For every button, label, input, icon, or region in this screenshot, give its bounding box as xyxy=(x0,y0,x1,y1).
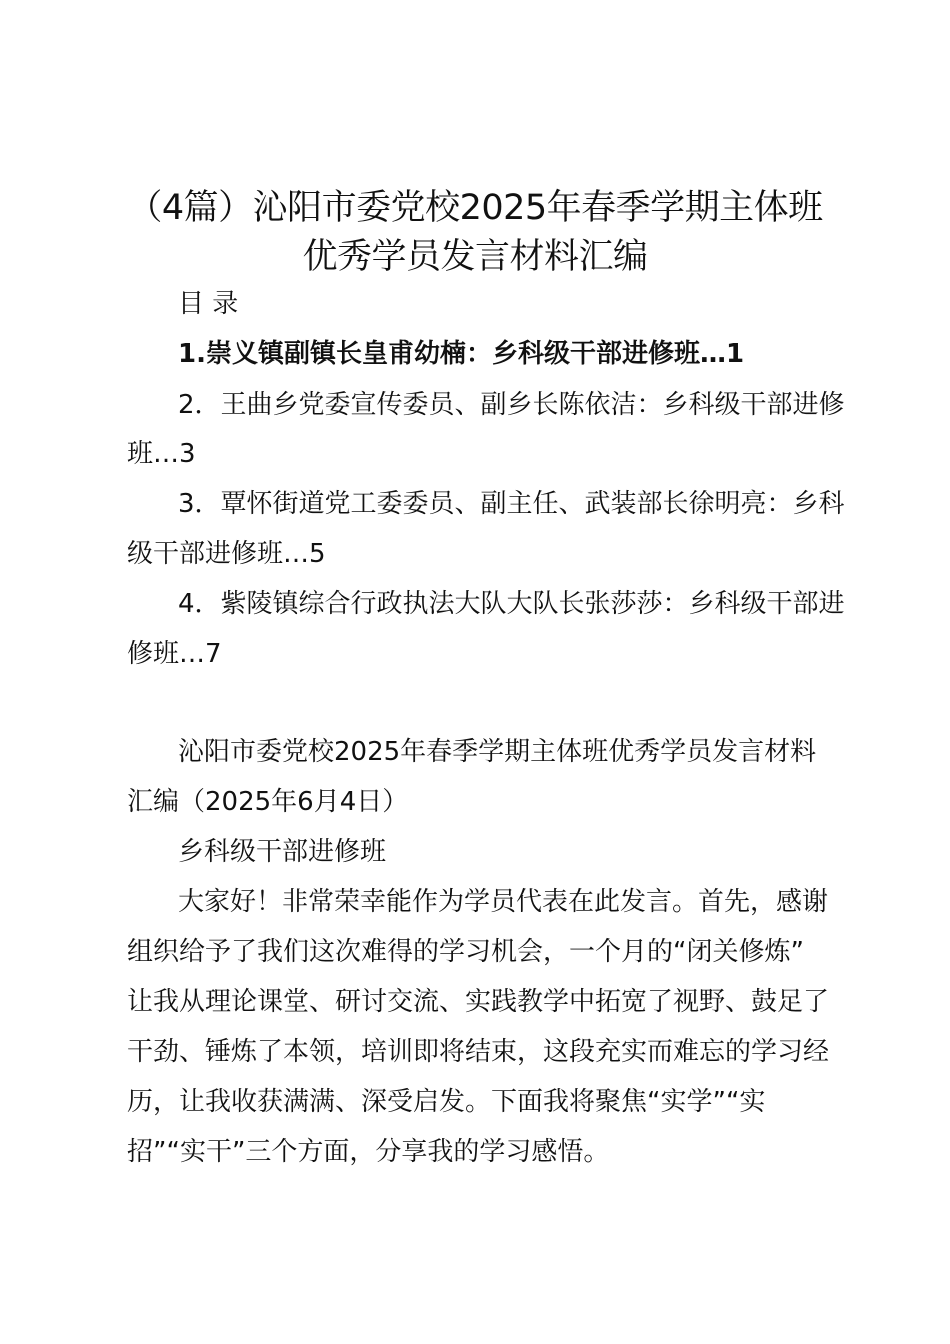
toc-item-3-line-1: 3．覃怀街道党工委委员、副主任、武装部长徐明亮：乡科 xyxy=(178,489,845,519)
paragraph-line: 大家好！非常荣幸能作为学员代表在此发言。首先，感谢 xyxy=(178,887,829,917)
toc-item-3-line-2: 级干部进修班…5 xyxy=(127,539,326,569)
toc-heading: 目 录 xyxy=(178,289,239,319)
body-subheading: 乡科级干部进修班 xyxy=(178,837,387,867)
paragraph-line: 让我从理论课堂、研讨交流、实践教学中拓宽了视野、鼓足了 xyxy=(127,987,830,1017)
toc-item-2-line-2: 班…3 xyxy=(127,439,196,469)
body-heading-line-1: 沁阳市委党校2025年春季学期主体班优秀学员发言材料 xyxy=(178,737,817,767)
body-heading-line-2: 汇编（2025年6月4日） xyxy=(127,787,409,817)
paragraph-line: 干劲、锤炼了本领，培训即将结束，这段充实而难忘的学习经 xyxy=(127,1037,830,1067)
document-title-line-1: （4篇）沁阳市委党校2025年春季学期主体班 xyxy=(127,188,823,228)
paragraph-line: 组织给予了我们这次难得的学习机会，一个月的“闭关修炼” xyxy=(127,937,804,967)
paragraph-line: 历，让我收获满满、深受启发。下面我将聚焦“实学”“实 xyxy=(127,1087,766,1117)
document-title-line-2: 优秀学员发言材料汇编 xyxy=(302,237,648,277)
toc-item-4-line-1: 4．紫陵镇综合行政执法大队大队长张莎莎：乡科级干部进 xyxy=(178,589,845,619)
toc-item-1: 1.崇义镇副镇长皇甫幼楠：乡科级干部进修班…1 xyxy=(178,339,745,369)
paragraph-line: 招”“实干”三个方面，分享我的学习感悟。 xyxy=(127,1137,610,1167)
toc-item-4-line-2: 修班…7 xyxy=(127,639,222,669)
toc-item-2-line-1: 2．王曲乡党委宣传委员、副乡长陈依洁：乡科级干部进修 xyxy=(178,390,845,420)
